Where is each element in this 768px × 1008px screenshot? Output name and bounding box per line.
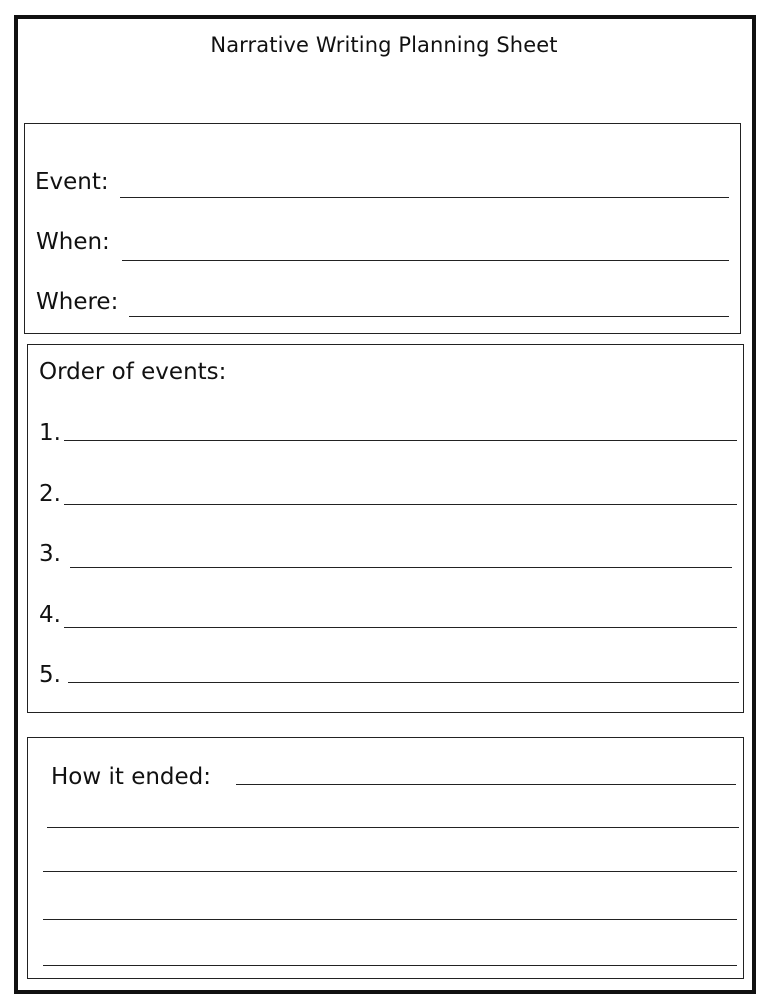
ending-write-line-1[interactable] bbox=[236, 784, 736, 785]
when-write-line[interactable] bbox=[122, 260, 729, 261]
order-item-line-5[interactable] bbox=[68, 682, 739, 683]
event-write-line[interactable] bbox=[120, 197, 729, 198]
where-label: Where: bbox=[36, 289, 119, 315]
where-write-line[interactable] bbox=[129, 316, 729, 317]
order-item-number-3: 3. bbox=[39, 541, 61, 567]
order-item-line-1[interactable] bbox=[64, 440, 737, 441]
order-item-number-4: 4. bbox=[39, 602, 61, 628]
ending-write-line-5[interactable] bbox=[43, 965, 737, 966]
ending-label: How it ended: bbox=[51, 764, 212, 790]
page-title: Narrative Writing Planning Sheet bbox=[210, 33, 558, 57]
when-label: When: bbox=[36, 229, 110, 255]
order-item-line-2[interactable] bbox=[64, 504, 737, 505]
setting-box bbox=[24, 123, 741, 334]
event-label: Event: bbox=[35, 169, 109, 195]
ending-write-line-4[interactable] bbox=[43, 919, 737, 920]
order-item-number-2: 2. bbox=[39, 481, 61, 507]
ending-write-line-2[interactable] bbox=[47, 827, 739, 828]
order-item-number-5: 5. bbox=[39, 662, 61, 688]
order-item-line-3[interactable] bbox=[70, 567, 732, 568]
order-item-line-4[interactable] bbox=[64, 627, 737, 628]
order-item-number-1: 1. bbox=[39, 420, 61, 446]
ending-write-line-3[interactable] bbox=[43, 871, 737, 872]
order-heading: Order of events: bbox=[39, 359, 227, 385]
order-of-events-box bbox=[27, 344, 744, 713]
